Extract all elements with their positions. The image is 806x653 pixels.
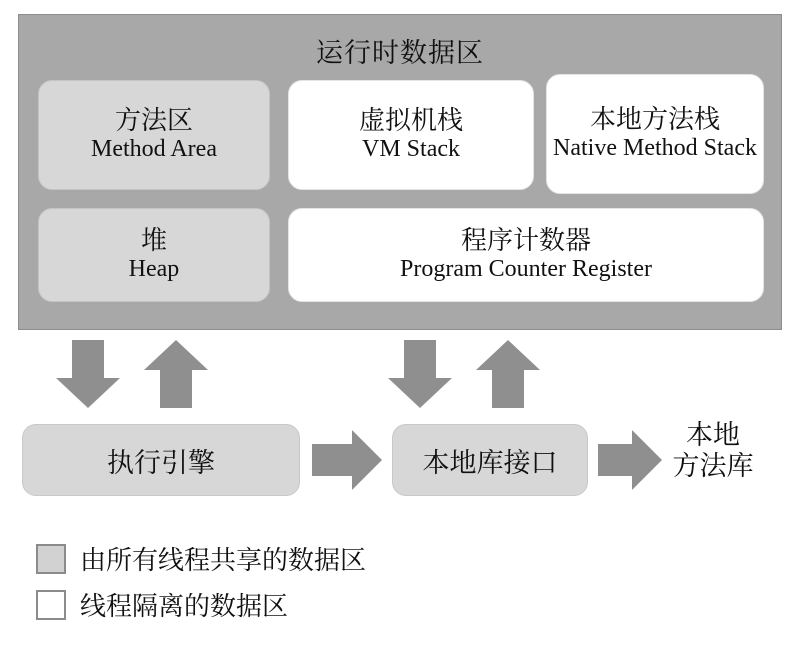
legend-label-isolated: 线程隔离的数据区: [80, 592, 289, 621]
vm-stack-label-en: VM Stack: [362, 136, 460, 163]
execution-engine-box: [22, 424, 300, 496]
arrow-right-exec-to-interface-icon: [312, 430, 382, 490]
arrow-down-left-icon: [56, 340, 120, 408]
native-library-label: [648, 420, 778, 483]
heap-label-en: Heap: [128, 256, 180, 283]
legend-item-shared: [36, 540, 366, 577]
method-area-cell: [38, 80, 270, 190]
program-counter-label-cn: 程序计数器: [460, 226, 591, 255]
legend-swatch-shared-icon: [36, 544, 66, 574]
legend-item-isolated: [36, 586, 288, 623]
method-area-label-en: Method Area: [91, 136, 217, 163]
heap-cell: [38, 208, 270, 302]
vm-stack-label-cn: 虚拟机栈: [358, 106, 463, 135]
native-method-stack-label-cn: 本地方法栈: [589, 105, 720, 134]
arrow-up-right-icon: [476, 340, 540, 408]
legend-swatch-isolated-icon: [36, 590, 66, 620]
native-interface-box: [392, 424, 588, 496]
heap-label-cn: 堆: [140, 226, 167, 255]
runtime-data-area-title: 运行时数据区: [316, 38, 484, 68]
method-area-label-cn: 方法区: [114, 106, 193, 135]
arrow-down-right-icon: [388, 340, 452, 408]
vm-stack-cell: [288, 80, 534, 190]
legend-label-shared: 由所有线程共享的数据区: [80, 546, 367, 575]
program-counter-label-en: Program Counter Register: [400, 256, 652, 283]
program-counter-cell: [288, 208, 764, 302]
execution-engine-label: 执行引擎: [107, 447, 215, 478]
native-library-label-line2: 方法库: [672, 451, 754, 482]
native-method-stack-label-en: Native Method Stack: [553, 135, 757, 162]
arrow-up-left-icon: [144, 340, 208, 408]
native-library-label-line1: 本地: [686, 420, 740, 450]
native-interface-label: 本地库接口: [422, 447, 558, 478]
native-method-stack-cell: [546, 74, 764, 194]
